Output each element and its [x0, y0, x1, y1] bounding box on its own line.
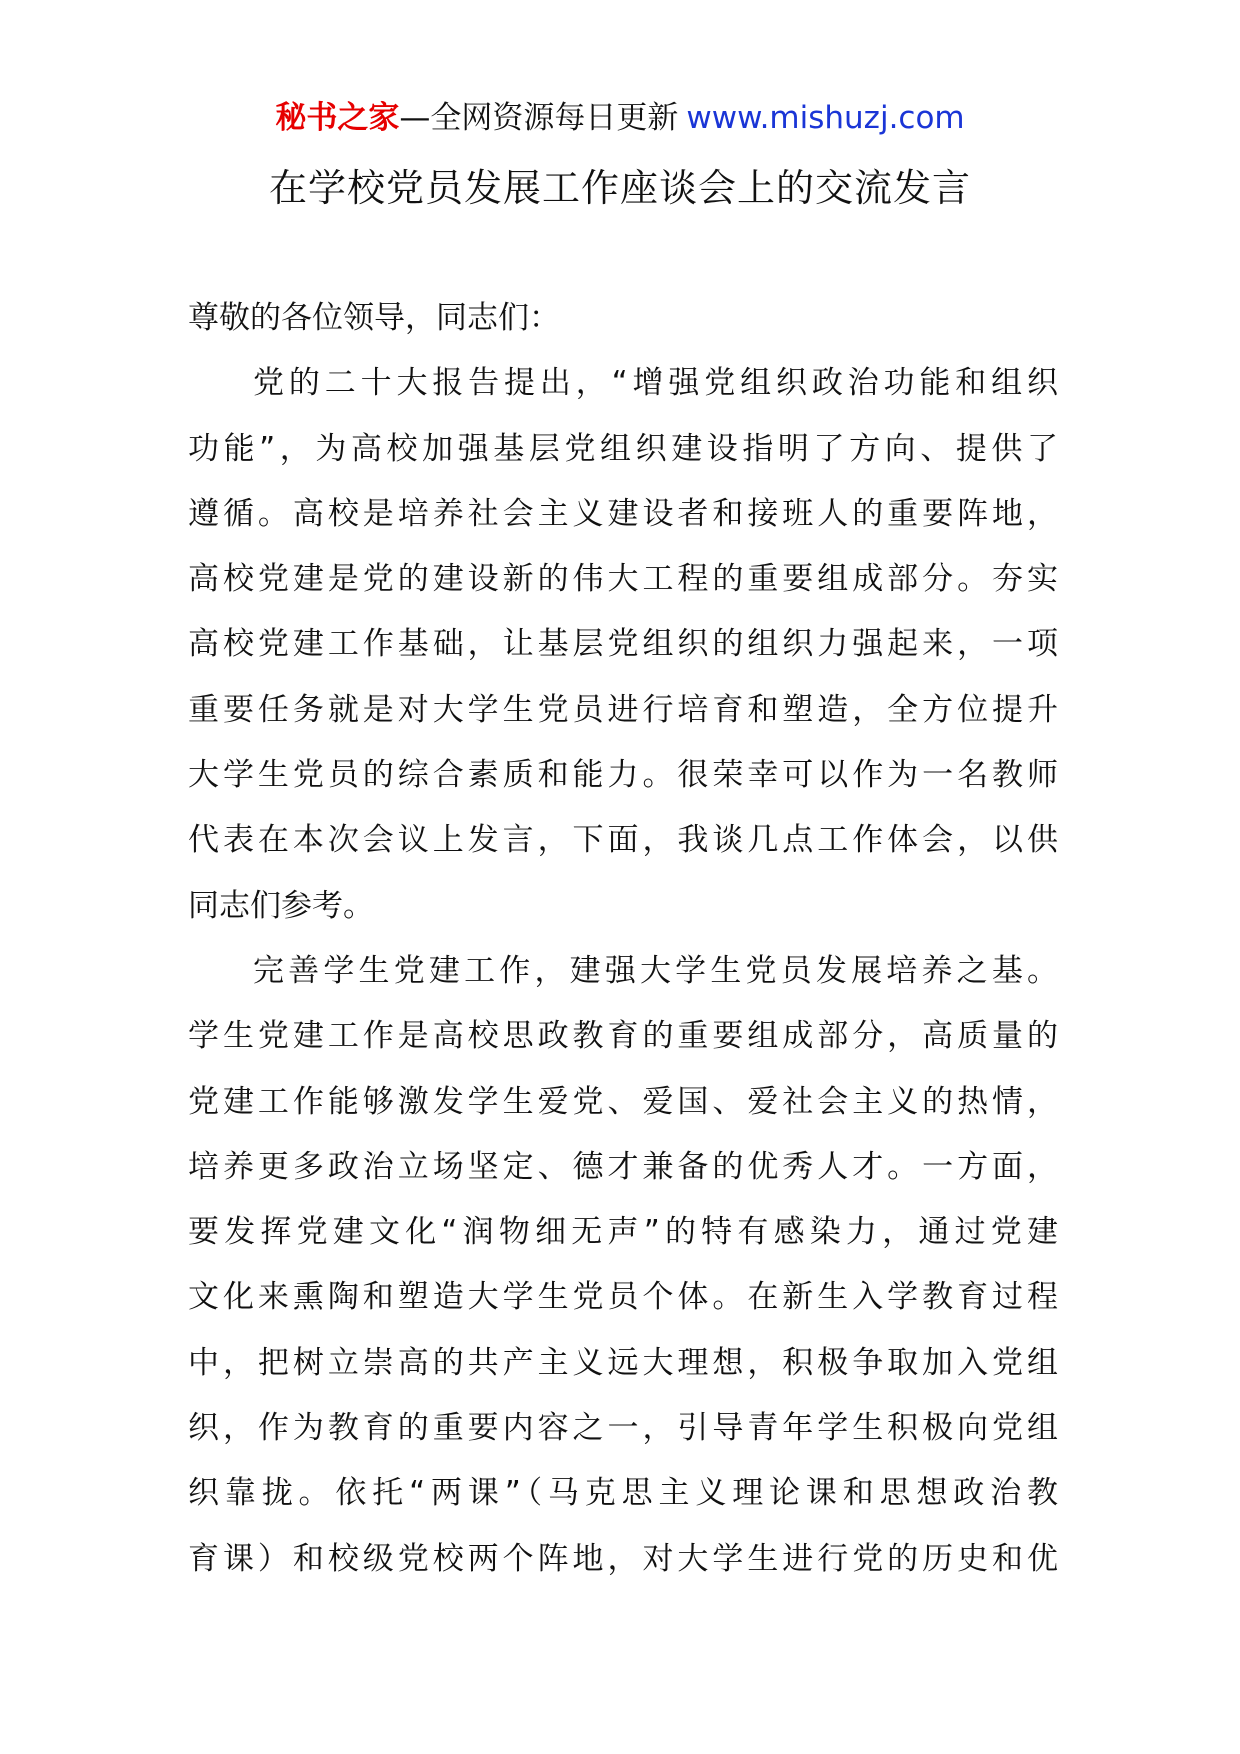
- brand-slogan: —全网资源每日更新: [399, 100, 679, 136]
- site-link[interactable]: www.mishuzj.com: [686, 100, 965, 136]
- salutation-line: 尊敬的各位领导，同志们：: [188, 300, 560, 336]
- paragraph-line: 织，作为教育的重要内容之一，引导青年学生积极向党组: [188, 1410, 1058, 1447]
- paragraph-line: 培养更多政治立场坚定、德才兼备的优秀人才。一方面，: [188, 1148, 1058, 1185]
- paragraph-line: 代表在本次会议上发言，下面，我谈几点工作体会，以供: [188, 822, 1058, 859]
- paragraph-line: 织靠拢。依托“两课”（马克思主义理论课和思想政治教: [188, 1475, 1058, 1512]
- paragraph-line: 大学生党员的综合素质和能力。很荣幸可以作为一名教师: [188, 757, 1058, 794]
- paragraph-line: 功能”，为高校加强基层党组织建设指明了方向、提供了: [188, 430, 1058, 467]
- section-heading-line: 完善学生党建工作，建强大学生党员发展培养之基。: [253, 952, 1058, 989]
- paragraph-line: 高校党建是党的建设新的伟大工程的重要组成部分。夯实: [188, 561, 1058, 598]
- paragraph-line: 要发挥党建文化“润物细无声”的特有感染力，通过党建: [188, 1214, 1058, 1251]
- paragraph-line: 高校党建工作基础，让基层党组织的组织力强起来，一项: [188, 626, 1058, 663]
- document-title: 在学校党员发展工作座谈会上的交流发言: [268, 166, 971, 210]
- paragraph-line: 育课）和校级党校两个阵地，对大学生进行党的历史和优: [188, 1540, 1058, 1577]
- brand-name: 秘书之家: [275, 100, 400, 136]
- paragraph-line: 同志们参考。: [188, 887, 374, 924]
- paragraph-line: 党建工作能够激发学生爱党、爱国、爱社会主义的热情，: [188, 1083, 1058, 1120]
- paragraph-line: 中，把树立崇高的共产主义远大理想，积极争取加入党组: [188, 1344, 1058, 1381]
- paragraph-line: 重要任务就是对大学生党员进行培育和塑造，全方位提升: [188, 691, 1058, 728]
- paragraph-line: 文化来熏陶和塑造大学生党员个体。在新生入学教育过程: [188, 1279, 1058, 1316]
- site-header-banner: [0, 98, 1240, 138]
- paragraph-line: 学生党建工作是高校思政教育的重要组成部分，高质量的: [188, 1018, 1058, 1055]
- document-body: [188, 286, 1058, 1592]
- paragraph-line: 党的二十大报告提出，“增强党组织政治功能和组织: [253, 365, 1058, 402]
- paragraph-line: 遵循。高校是培养社会主义建设者和接班人的重要阵地，: [188, 495, 1058, 532]
